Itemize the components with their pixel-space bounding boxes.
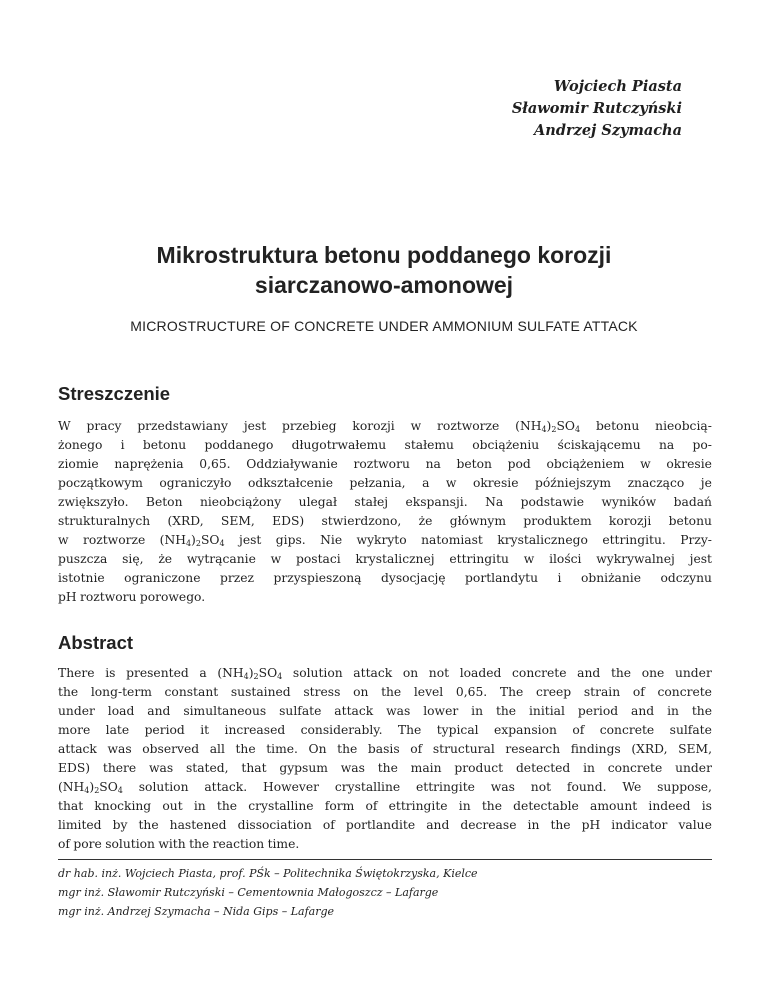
word: solution [105, 837, 155, 851]
paragraph-line [58, 474, 712, 493]
word: głównym [449, 514, 507, 528]
word: (XRD, [167, 514, 204, 528]
word: basis [367, 742, 400, 756]
word: was [148, 761, 174, 775]
word: Przy- [680, 533, 712, 547]
word: the [337, 742, 358, 756]
word: solution [138, 780, 189, 794]
word: on [353, 685, 369, 699]
word: portlandytu [465, 571, 539, 585]
word: naprężenia [114, 457, 184, 471]
word: form [324, 799, 355, 813]
word: research [505, 742, 561, 756]
word: in [193, 799, 206, 813]
word: strukturalnych [58, 514, 151, 528]
word: the [377, 761, 398, 775]
word: was [340, 761, 365, 775]
word: Na [485, 495, 504, 509]
word: period [577, 704, 619, 718]
word: attack [58, 742, 97, 756]
word: ettringitu [449, 552, 509, 566]
word: more [58, 723, 91, 737]
word: of [410, 742, 423, 756]
word: późniejszym [534, 476, 612, 490]
word: a [199, 666, 207, 680]
word: typical [436, 723, 479, 737]
word: pH [581, 818, 601, 832]
paragraph-line [58, 436, 712, 455]
word: dysocjację [381, 571, 446, 585]
word: concrete [607, 761, 663, 775]
word: strain [583, 685, 621, 699]
word: SEM, [220, 514, 255, 528]
word: the [691, 704, 712, 718]
word: indeed [648, 799, 691, 813]
word: on [402, 666, 419, 680]
word: $(NH_4)_2SO_4$ [58, 780, 123, 795]
word: wykryto [356, 533, 407, 547]
paragraph-line [58, 417, 712, 436]
paragraph-line [58, 588, 712, 607]
word: However [262, 780, 320, 794]
word: w [445, 476, 457, 490]
word: decrease [460, 818, 517, 832]
word: ograniczyło [159, 476, 232, 490]
word: under [674, 666, 712, 680]
paragraph-line [58, 455, 712, 474]
word: and [577, 666, 601, 680]
author-name: Sławomir Rutczyński [511, 100, 682, 117]
paragraph-line [58, 493, 712, 512]
word: ilości [549, 552, 582, 566]
word: The [397, 723, 422, 737]
word: the [189, 837, 210, 851]
word: the [216, 799, 238, 813]
word: and [147, 704, 171, 718]
word: że [418, 514, 433, 528]
paper-subtitle: MICROSTRUCTURE OF CONCRETE UNDER AMMONIUM SULFATE ATTACK [130, 318, 638, 334]
paragraph-line [58, 740, 712, 759]
word: $(NH_4)_2SO_4$ [515, 419, 581, 434]
word: by [112, 818, 128, 832]
word: na [425, 457, 441, 471]
word: the [381, 685, 402, 699]
paper-title-line: siarczanowo-amonowej [254, 272, 514, 298]
word: out [162, 799, 183, 813]
word: crystalline [248, 799, 314, 813]
word: detected [515, 761, 571, 775]
word: product [454, 761, 504, 775]
word: level [413, 685, 444, 699]
word: wytrącanie [186, 552, 256, 566]
word: przebieg [282, 419, 337, 433]
word: badań [673, 495, 712, 509]
word: all [209, 742, 225, 756]
word: attack. [204, 780, 248, 794]
word: attack [334, 704, 374, 718]
word: SEM, [678, 742, 712, 756]
word: in [527, 818, 540, 832]
author-list [512, 76, 682, 142]
paragraph-line [58, 550, 712, 569]
word: po- [692, 438, 712, 452]
word: ekspansji. [405, 495, 468, 509]
word: na [658, 438, 675, 452]
word: beton [456, 457, 492, 471]
word: ograniczone [124, 571, 201, 585]
streszczenie-paragraph [58, 417, 712, 607]
word: gips. [275, 533, 306, 547]
author-name: Wojciech Piasta [553, 78, 682, 95]
section-heading-streszczenie: Streszczenie [58, 383, 171, 404]
word: The [499, 685, 524, 699]
word: attack [353, 666, 393, 680]
word: początkowym [58, 476, 143, 490]
word: There [58, 666, 95, 680]
word: korozji [352, 419, 395, 433]
word: je [700, 476, 712, 490]
word: simultaneous [183, 704, 267, 718]
word: of [632, 685, 645, 699]
word: 0,65. [455, 685, 488, 699]
word: przedstawiany [137, 419, 228, 433]
word: suppose, [657, 780, 712, 794]
word: EDS) [58, 761, 91, 775]
word: observed [142, 742, 200, 756]
word: not [428, 666, 450, 680]
word: sulfate [279, 704, 322, 718]
word: in [583, 761, 595, 775]
word: istotnie [58, 571, 105, 585]
word: time. [266, 742, 298, 756]
word: portlandite [345, 818, 416, 832]
word: initial [529, 704, 565, 718]
paragraph-line [58, 816, 712, 835]
word: not [530, 780, 552, 794]
word: of [365, 799, 378, 813]
word: ulegał [298, 495, 337, 509]
word: że [158, 552, 173, 566]
word: knocking [94, 799, 152, 813]
word: W [58, 419, 71, 433]
paragraph-line [58, 759, 712, 778]
word: stałemu [404, 438, 454, 452]
word: solution [292, 666, 343, 680]
word: main [410, 761, 442, 775]
word: presented [126, 666, 189, 680]
word: On [308, 742, 327, 756]
word: $(NH_4)_2SO_4$ [217, 666, 283, 681]
word: się, [122, 552, 144, 566]
word: lower [423, 704, 459, 718]
paper-title-line: Mikrostruktura betonu poddanego korozji [156, 242, 612, 268]
word: the [495, 704, 517, 718]
word: is [105, 666, 116, 680]
word: crystalline [334, 780, 401, 794]
word: considerably. [300, 723, 383, 737]
word: ettringitu. [602, 533, 666, 547]
word: korozji [608, 514, 652, 528]
word: stress [303, 685, 341, 699]
footnote-affiliation: dr hab. inż. Wojciech Piasta, prof. PŚk – Politechnika Świętokrzyska, Kielce [58, 867, 478, 880]
word: obciążeniem [546, 457, 625, 471]
word: krystalicznego [497, 533, 588, 547]
word: EDS) [272, 514, 305, 528]
paragraph-line [58, 664, 712, 683]
word: that [58, 799, 84, 813]
word: was [490, 780, 515, 794]
word: poddanego [204, 438, 274, 452]
word: the [610, 666, 632, 680]
word: in [667, 704, 679, 718]
word: ściskającemu [557, 438, 641, 452]
word: znacząco [627, 476, 685, 490]
word: Nie [320, 533, 343, 547]
word: pod [507, 457, 531, 471]
word: late [105, 723, 130, 737]
word: i [120, 438, 125, 452]
word: 0,65. [199, 457, 231, 471]
word: pH [58, 590, 77, 604]
paragraph-line [58, 721, 712, 740]
footnotes [58, 864, 478, 921]
word: długotrwałemu [291, 438, 387, 452]
word: the [58, 685, 79, 699]
word: sustained [230, 685, 291, 699]
word: Beton [145, 495, 183, 509]
word: of [322, 818, 335, 832]
word: sulfate [669, 723, 712, 737]
word: jest [689, 552, 712, 566]
word: expansion [494, 723, 557, 737]
word: ziomie [58, 457, 99, 471]
word: one [641, 666, 665, 680]
word: is [701, 799, 712, 813]
word: in [471, 704, 484, 718]
word: of [572, 723, 585, 737]
author-name: Andrzej Szymacha [534, 122, 682, 139]
word: odczynu [660, 571, 712, 585]
word: stałej [354, 495, 389, 509]
word: jest [243, 419, 267, 433]
word: stwierdzono, [321, 514, 402, 528]
word: the [235, 742, 256, 756]
word: creep [535, 685, 572, 699]
section-heading-abstract: Abstract [58, 632, 134, 653]
word: puszcza [58, 552, 108, 566]
word: okresie [472, 476, 519, 490]
word: krystalicznej [355, 552, 435, 566]
word: (XRD, [631, 742, 668, 756]
word: porowego. [139, 590, 206, 604]
word: zwiększyło. [58, 495, 129, 509]
paragraph-line [58, 531, 712, 550]
word: long-term [90, 685, 152, 699]
paragraph-line [58, 797, 712, 816]
word: a [422, 476, 430, 490]
word: roztworu [353, 457, 410, 471]
word: the [138, 818, 159, 832]
word: indicator [611, 818, 668, 832]
word: and [426, 818, 450, 832]
word: was [107, 742, 132, 756]
word: podstawie [520, 495, 585, 509]
word: w [523, 552, 535, 566]
paragraph-line [58, 835, 712, 854]
word: odkształcenie [247, 476, 334, 490]
abstract-paragraph [58, 664, 712, 854]
paragraph-line [58, 569, 712, 588]
word: amount [590, 799, 638, 813]
word: under [58, 704, 95, 718]
word: under [675, 761, 712, 775]
word: obciążeniu [472, 438, 540, 452]
footnote-divider [58, 859, 712, 860]
word: w [270, 552, 282, 566]
word: period [144, 723, 185, 737]
word: that [241, 761, 267, 775]
word: przez [219, 571, 254, 585]
word: it [200, 723, 210, 737]
word: wykrywalnej [596, 552, 675, 566]
word: stated, [185, 761, 229, 775]
word: of [58, 837, 70, 851]
word: loaded [459, 666, 502, 680]
word: limited [58, 818, 102, 832]
word: detectable [513, 799, 579, 813]
word: obniżanie [580, 571, 642, 585]
word: roztworu [80, 590, 137, 604]
word: found. [566, 780, 607, 794]
word: jest [239, 533, 262, 547]
word: with [158, 837, 186, 851]
word: roztworze [437, 419, 500, 433]
footnote-affiliation: mgr inż. Andrzej Szymacha – Nida Gips – Lafarge [58, 905, 335, 918]
word: natomiast [421, 533, 483, 547]
word: produktem [523, 514, 592, 528]
word: pracy [86, 419, 122, 433]
word: and [631, 704, 655, 718]
word: dissociation [237, 818, 312, 832]
word: concrete [512, 666, 567, 680]
word: nieobciążony [199, 495, 282, 509]
word: constant [164, 685, 219, 699]
word: $(NH_4)_2SO_4$ [159, 533, 225, 548]
word: postaci [295, 552, 341, 566]
word: reaction [212, 837, 265, 851]
word: was [386, 704, 411, 718]
word: gypsum [279, 761, 328, 775]
word: betonu [595, 419, 640, 433]
word: load [107, 704, 135, 718]
paragraph-line [58, 702, 712, 721]
word: wyników [601, 495, 657, 509]
word: in [458, 799, 471, 813]
paper-title [0, 240, 768, 300]
word: value [678, 818, 712, 832]
word: w [410, 419, 422, 433]
word: structural [432, 742, 495, 756]
word: concrete [657, 685, 712, 699]
word: i [557, 571, 562, 585]
word: the [481, 799, 502, 813]
word: concrete [599, 723, 655, 737]
word: w [640, 457, 651, 471]
paragraph-line [58, 512, 712, 531]
word: roztworze [82, 533, 146, 547]
word: the [550, 818, 571, 832]
word: hastened [169, 818, 227, 832]
word: betonu [142, 438, 187, 452]
word: pore [73, 837, 102, 851]
word: Oddziaływanie [246, 457, 338, 471]
word: żonego [58, 438, 103, 452]
word: przyspieszoną [273, 571, 362, 585]
word: w [58, 533, 69, 547]
word: betonu [668, 514, 712, 528]
word: findings [570, 742, 621, 756]
word: okresie [666, 457, 712, 471]
paragraph-line [58, 778, 712, 797]
word: there [102, 761, 137, 775]
paragraph-line [58, 683, 712, 702]
word: ettringite [388, 799, 448, 813]
footnote-affiliation: mgr inż. Sławomir Rutczyński – Cementownia Małogoszcz – Lafarge [58, 886, 439, 899]
word: ettringite [416, 780, 475, 794]
word: nieobcią- [655, 419, 712, 433]
word: time. [267, 837, 300, 851]
word: increased [224, 723, 286, 737]
word: pełzania, [349, 476, 406, 490]
word: We [622, 780, 642, 794]
